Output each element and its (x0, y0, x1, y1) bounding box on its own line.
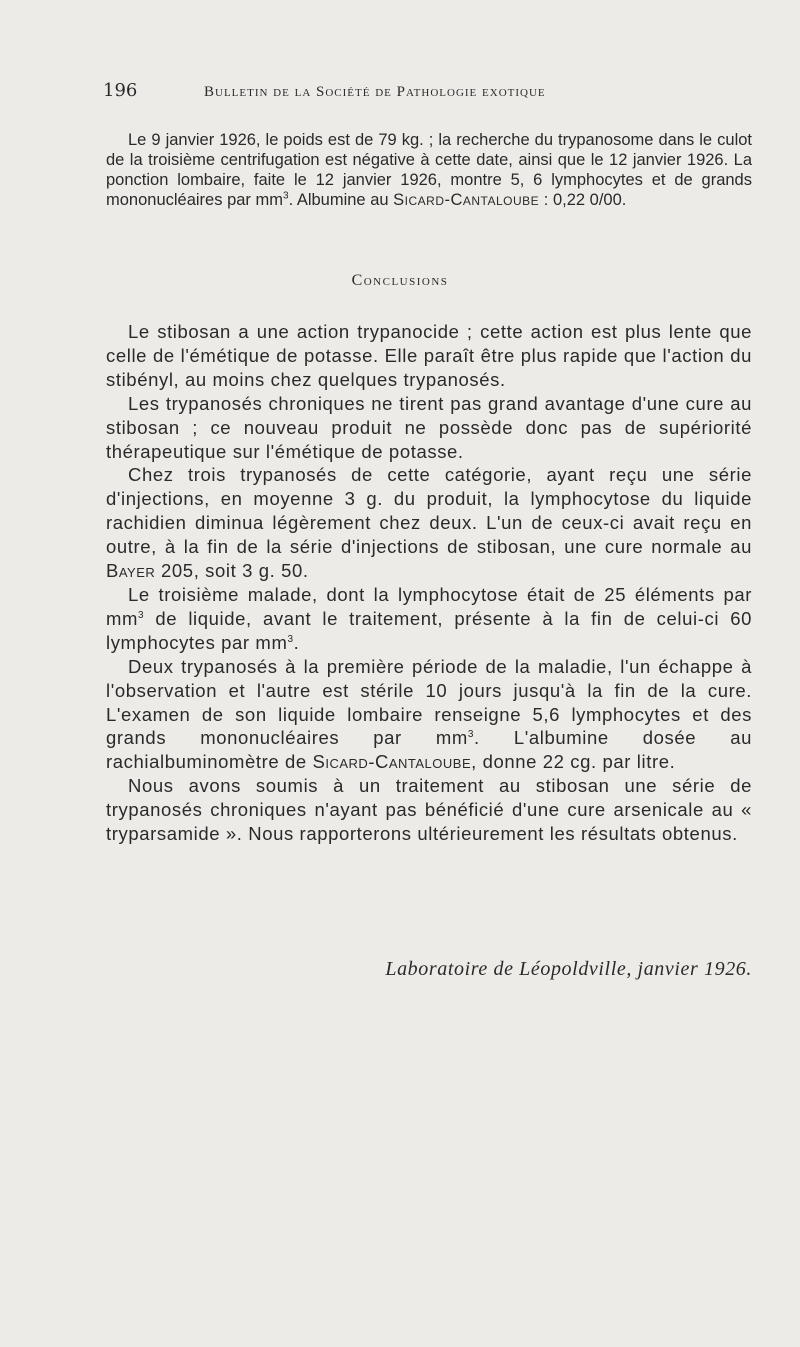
page-number: 196 (103, 80, 138, 101)
intro-text-1: Le 9 janvier 1926, le poids est de 79 kg. ; la recherche du trypanosome dans le culot de la troisième centrifugation est négative à cette date, ainsi que le 12 janvier 1926. La ponction lombaire, faite le 12 janvier 1926, montre 5, 6 lymphocytes et de grands mononucléaires par mm (106, 131, 752, 209)
intro-paragraph-block (106, 130, 752, 210)
section-heading-conclusions: Conclusions (351, 272, 449, 289)
paragraph-6: Nous avons soumis à un traitement au stibosan une série de trypanosés chroniques n'ayant pas bénéficié d'une cure arsenicale au « tryparsamide ». Nous rapporterons ultérieurement les résultats obtenus. (106, 775, 752, 845)
conclusions-body (106, 320, 752, 846)
page-header (103, 80, 753, 110)
paragraph-3 (106, 463, 752, 583)
running-title: Bulletin de la Société de Pathologie exotique (204, 84, 546, 100)
intro-text-3: : 0,22 0/00. (539, 191, 627, 209)
paragraph-5-text-2: . L'albumine dosée au rachialbuminomètre de (106, 727, 752, 773)
paragraph-4-text-3: . (293, 631, 300, 653)
laboratory-signature: Laboratoire de Léopoldville, janvier 1926. (385, 958, 752, 980)
intro-author-name: Sicard-Cantaloube (393, 191, 540, 209)
intro-text-2: . Albumine au (288, 191, 394, 209)
paragraph-4-superscript-2: 3 (287, 633, 294, 645)
paragraph-4-text-2: de liquide, avant le traitement, présente à la fin de celui-ci 60 lymphocytes par mm (106, 607, 752, 653)
paragraph-5-text-3: , donne 22 cg. par litre. (471, 751, 676, 773)
paragraph-3-text-2: 205, soit 3 g. 50. (155, 560, 309, 582)
paragraph-3-brand: Bayer (106, 560, 156, 582)
paragraph-1: Le stibosan a une action trypanocide ; cette action est plus lente que celle de l'émétique de potasse. Elle paraît être plus rapide que l'action du stibényl, au moins chez quelques trypanosés. (106, 321, 752, 390)
paragraph-5-text-1: Deux trypanosés à la première période de la maladie, l'un échappe à l'observation et l'autre est stérile 10 jours jusqu'à la fin de la cure. L'examen de son liquide lombaire renseigne 5,6 lymphocytes et des grands mononucléaires par mm (106, 655, 752, 749)
intro-superscript: 3 (283, 190, 289, 202)
paragraph-3-text-1: Chez trois trypanosés de cette catégorie, ayant reçu une série d'injections, en moyenne 3 g. du produit, la lymphocytose du liquide rachidien diminua légèrement chez deux. L'un de ceux-ci avait reçu en outre, à la fin de la série d'injections de stibosan, une cure normale au (106, 464, 752, 558)
paragraph-4 (106, 583, 752, 655)
paragraph-5-author-name: Sicard-Cantaloube (312, 751, 472, 773)
intro-paragraph (106, 130, 752, 210)
paragraph-4-text-1: Le troisième malade, dont la lymphocytose était de 25 éléments par mm (106, 583, 752, 629)
paragraph-5-superscript: 3 (467, 729, 475, 741)
paragraph-4-superscript-1: 3 (138, 609, 145, 621)
paragraph-5 (106, 655, 752, 775)
paragraph-2: Les trypanosés chroniques ne tirent pas grand avantage d'une cure au stibosan ; ce nouveau produit ne possède donc pas de supériorité thérapeutique sur l'émétique de potasse. (106, 392, 752, 462)
